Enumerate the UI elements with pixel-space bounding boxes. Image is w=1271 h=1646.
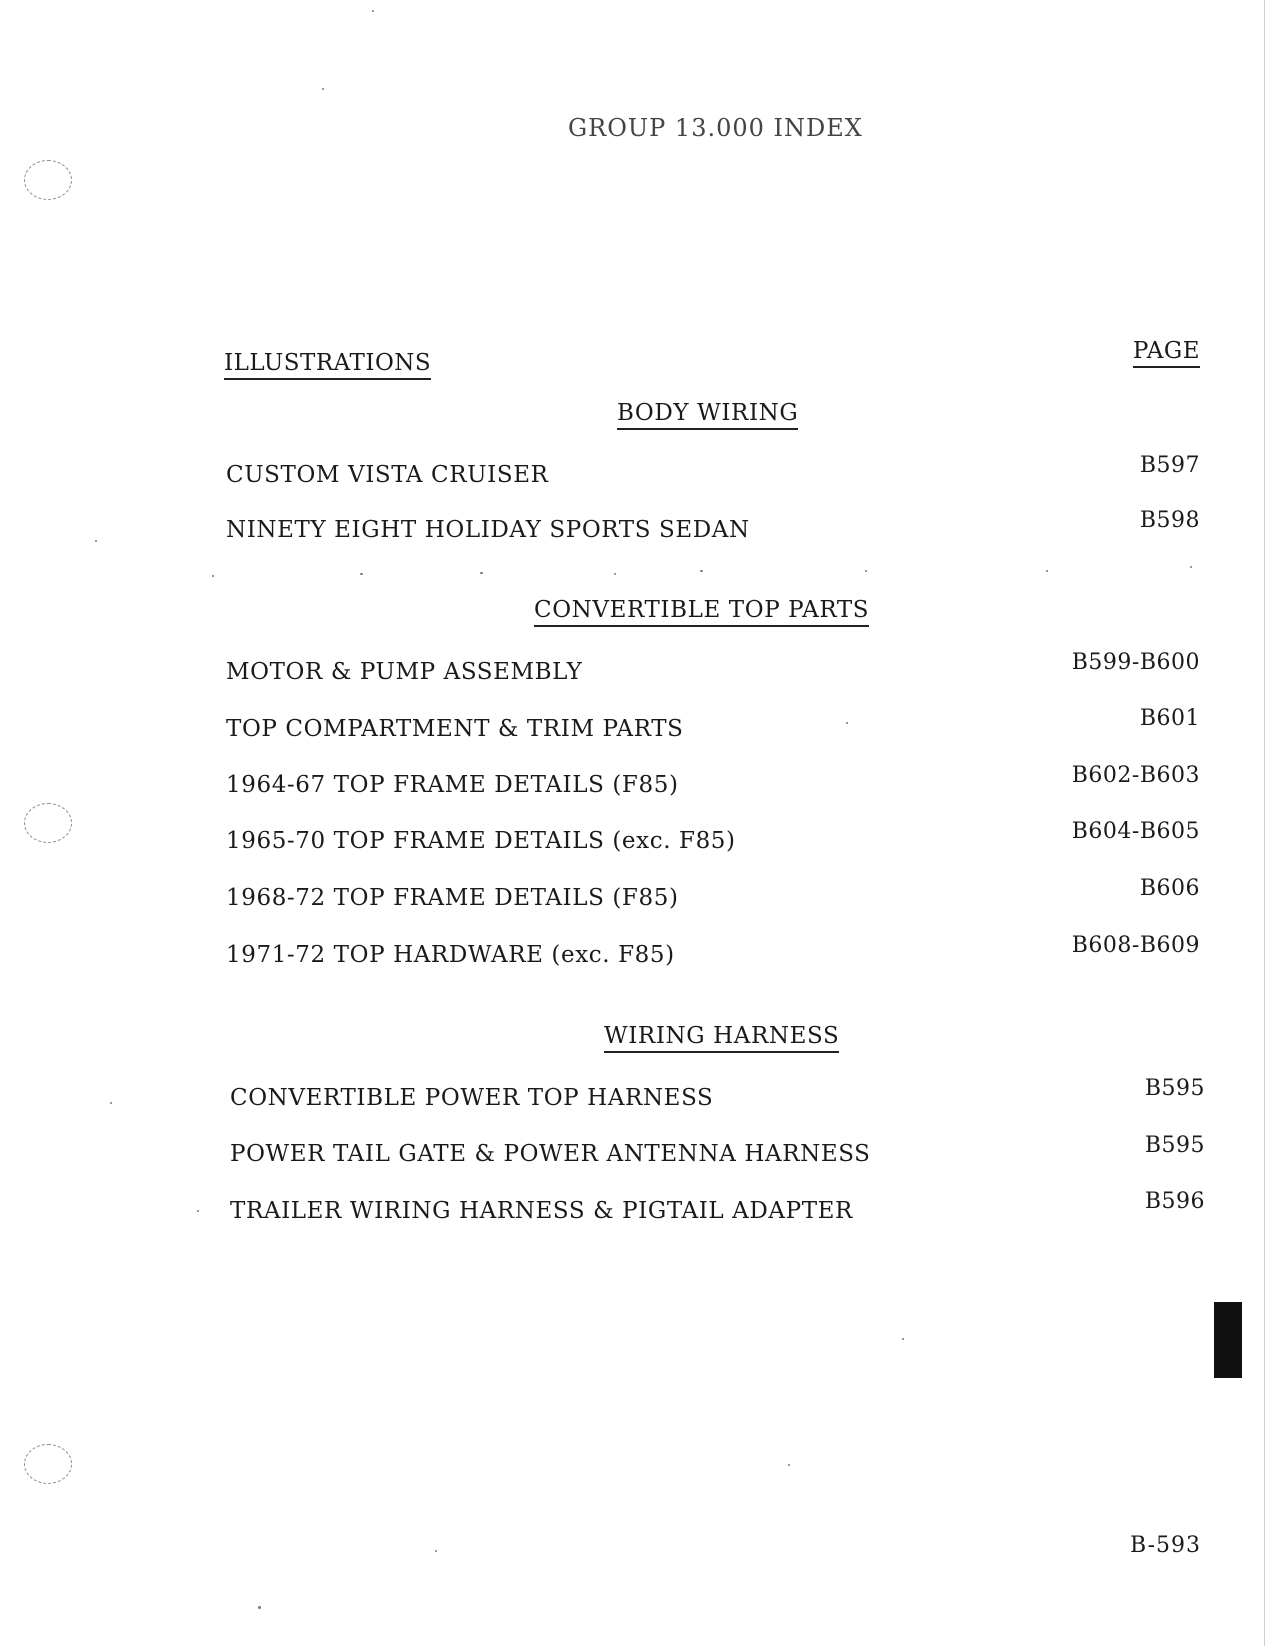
index-entry-page: B608-B609 (1071, 933, 1200, 958)
index-entry-page: B602-B603 (1071, 763, 1200, 788)
index-entry-label: 1968-72 TOP FRAME DETAILS (F85) (226, 885, 679, 911)
section-heading-wiring-harness: WIRING HARNESS (604, 1023, 839, 1053)
scan-speck (788, 1464, 790, 1466)
scan-speck (700, 570, 703, 572)
punch-hole-middle (24, 803, 72, 843)
index-entry-label: CONVERTIBLE POWER TOP HARNESS (230, 1085, 714, 1111)
scan-speck (110, 1102, 112, 1104)
index-tab-marker (1214, 1302, 1242, 1378)
index-entry-label: CUSTOM VISTA CRUISER (226, 462, 549, 488)
scan-speck (360, 573, 363, 575)
index-entry-label: TRAILER WIRING HARNESS & PIGTAIL ADAPTER (230, 1198, 853, 1224)
scan-speck (212, 575, 214, 577)
index-entry-label: 1965-70 TOP FRAME DETAILS (exc. F85) (226, 828, 736, 854)
page-column-header: PAGE (1133, 338, 1200, 368)
scan-speck (614, 573, 616, 575)
index-entry-label: 1971-72 TOP HARDWARE (exc. F85) (226, 942, 675, 968)
scan-speck (435, 1550, 437, 1552)
page-title: GROUP 13.000 INDEX (568, 114, 863, 142)
index-entry-page: B601 (1139, 706, 1200, 731)
scan-speck (1046, 570, 1048, 572)
scan-speck (1190, 566, 1192, 568)
section-heading-body-wiring: BODY WIRING (617, 400, 798, 430)
page-number: B-593 (1130, 1533, 1201, 1558)
index-entry-label: 1964-67 TOP FRAME DETAILS (F85) (226, 772, 679, 798)
punch-hole-bottom (24, 1444, 72, 1484)
index-entry-page: B596 (1144, 1189, 1205, 1214)
index-entry-page: B599-B600 (1071, 650, 1200, 675)
index-entry-page: B598 (1139, 508, 1200, 533)
index-entry-label: MOTOR & PUMP ASSEMBLY (226, 659, 583, 685)
index-entry-page: B597 (1139, 453, 1200, 478)
index-entry-label: POWER TAIL GATE & POWER ANTENNA HARNESS (230, 1141, 871, 1167)
index-entry-page: B595 (1144, 1133, 1205, 1158)
index-entry-label: TOP COMPARTMENT & TRIM PARTS (226, 716, 684, 742)
index-entry-label: NINETY EIGHT HOLIDAY SPORTS SEDAN (226, 517, 750, 543)
scan-speck (846, 722, 848, 724)
page-edge-line (1264, 0, 1265, 1646)
scan-speck (322, 88, 324, 90)
scan-speck (902, 1338, 904, 1340)
scan-speck (372, 10, 374, 12)
index-entry-page: B604-B605 (1071, 819, 1200, 844)
index-entry-page: B595 (1144, 1076, 1205, 1101)
scan-speck (258, 1606, 261, 1609)
scan-speck (480, 572, 483, 574)
scan-speck (95, 540, 97, 542)
scan-speck (197, 1210, 199, 1212)
illustrations-header: ILLUSTRATIONS (224, 350, 431, 380)
scan-speck (865, 570, 867, 572)
punch-hole-top (24, 160, 72, 200)
section-heading-convertible-top-parts: CONVERTIBLE TOP PARTS (534, 597, 869, 627)
index-entry-page: B606 (1139, 876, 1200, 901)
